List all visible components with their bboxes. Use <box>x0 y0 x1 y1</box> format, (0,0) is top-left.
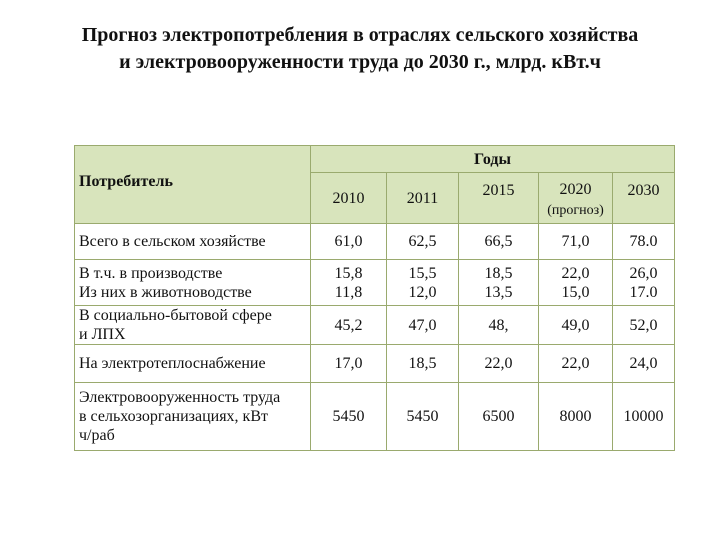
value-cell <box>459 345 539 383</box>
value-line: 62,5 <box>408 233 437 250</box>
value-line: 5450 <box>332 408 365 425</box>
row-label-line: На электротеплоснабжение <box>79 355 266 372</box>
value-cell <box>387 383 459 451</box>
row-label-line: и ЛПХ <box>79 326 126 343</box>
year-2030: 2030 <box>613 173 675 224</box>
table-row <box>75 383 675 451</box>
row-label <box>75 224 311 260</box>
value-line: 18,5 <box>484 264 513 282</box>
title-line-2: и электровооруженности труда до 2030 г., млрд. кВт.ч <box>119 51 601 73</box>
value-line: 22,0 <box>561 355 590 372</box>
value-line: 8000 <box>559 408 592 425</box>
value-cell <box>311 383 387 451</box>
consumer-header: Потребитель <box>75 146 311 224</box>
value-line: 26,0 <box>629 264 658 282</box>
value-cell <box>613 383 675 451</box>
value-line: 17.0 <box>629 283 658 301</box>
value-line: 22,0 <box>561 264 590 282</box>
value-cell <box>311 224 387 260</box>
row-label <box>75 383 311 451</box>
value-cell <box>311 345 387 383</box>
row-label <box>75 306 311 345</box>
value-cell <box>613 345 675 383</box>
value-cell <box>311 260 387 306</box>
row-label <box>75 345 311 383</box>
row-label-line: в сельхозорганизациях, кВт <box>79 408 268 425</box>
year-2020: 2020 <box>539 173 613 199</box>
value-line: 15,8 <box>334 264 363 282</box>
row-label <box>75 260 311 306</box>
value-line: 15,0 <box>561 283 590 301</box>
row-label-line: В социально-бытовой сфере <box>79 307 272 324</box>
value-cell <box>613 224 675 260</box>
row-label-line: Из них в животноводстве <box>79 283 252 301</box>
value-cell <box>613 260 675 306</box>
value-cell <box>459 306 539 345</box>
forecast-note: (прогноз) <box>539 199 613 224</box>
value-line: 45,2 <box>334 316 363 334</box>
value-line: 13,5 <box>484 283 513 301</box>
value-line: 6500 <box>482 408 515 425</box>
value-cell <box>459 224 539 260</box>
row-label-line: ч/раб <box>79 427 115 444</box>
value-line: 22,0 <box>484 355 513 372</box>
value-cell <box>539 306 613 345</box>
value-cell <box>387 306 459 345</box>
value-line: 12,0 <box>408 283 437 301</box>
header-row-top <box>75 146 675 173</box>
value-cell <box>387 345 459 383</box>
row-label-line: Электровооруженность труда <box>79 389 281 406</box>
row-label-line: Всего в сельском хозяйстве <box>79 233 266 250</box>
year-2010: 2010 <box>311 173 387 224</box>
year-2015: 2015 <box>459 173 539 224</box>
title-line-1: Прогноз электропотребления в отраслях сельского хозяйства <box>81 24 639 46</box>
forecast-table <box>74 145 675 451</box>
value-cell <box>539 260 613 306</box>
value-line: 5450 <box>406 408 439 425</box>
value-line: 49,0 <box>561 316 590 334</box>
value-line: 61,0 <box>334 233 363 250</box>
table-row <box>75 224 675 260</box>
value-line: 17,0 <box>334 355 363 372</box>
value-cell <box>539 383 613 451</box>
value-cell <box>311 306 387 345</box>
value-line: 15,5 <box>408 264 437 282</box>
value-line: 11,8 <box>334 283 363 301</box>
value-cell <box>387 260 459 306</box>
table-row <box>75 345 675 383</box>
value-line: 48, <box>488 316 509 334</box>
value-line: 10000 <box>623 408 664 425</box>
value-cell <box>613 306 675 345</box>
value-line: 52,0 <box>629 316 658 334</box>
table-row <box>75 306 675 345</box>
years-header: Годы <box>311 146 675 173</box>
value-line: 71,0 <box>561 233 590 250</box>
value-cell <box>459 260 539 306</box>
value-cell <box>459 383 539 451</box>
value-cell <box>539 224 613 260</box>
year-2011: 2011 <box>387 173 459 224</box>
value-line: 66,5 <box>484 233 513 250</box>
value-line: 47,0 <box>408 316 437 334</box>
page-title <box>20 22 700 76</box>
row-label-line: В т.ч. в производстве <box>79 264 223 282</box>
value-line: 18,5 <box>408 355 437 372</box>
table-row <box>75 260 675 306</box>
value-cell <box>387 224 459 260</box>
value-line: 24,0 <box>629 355 658 372</box>
value-line: 78.0 <box>629 233 658 250</box>
value-cell <box>539 345 613 383</box>
